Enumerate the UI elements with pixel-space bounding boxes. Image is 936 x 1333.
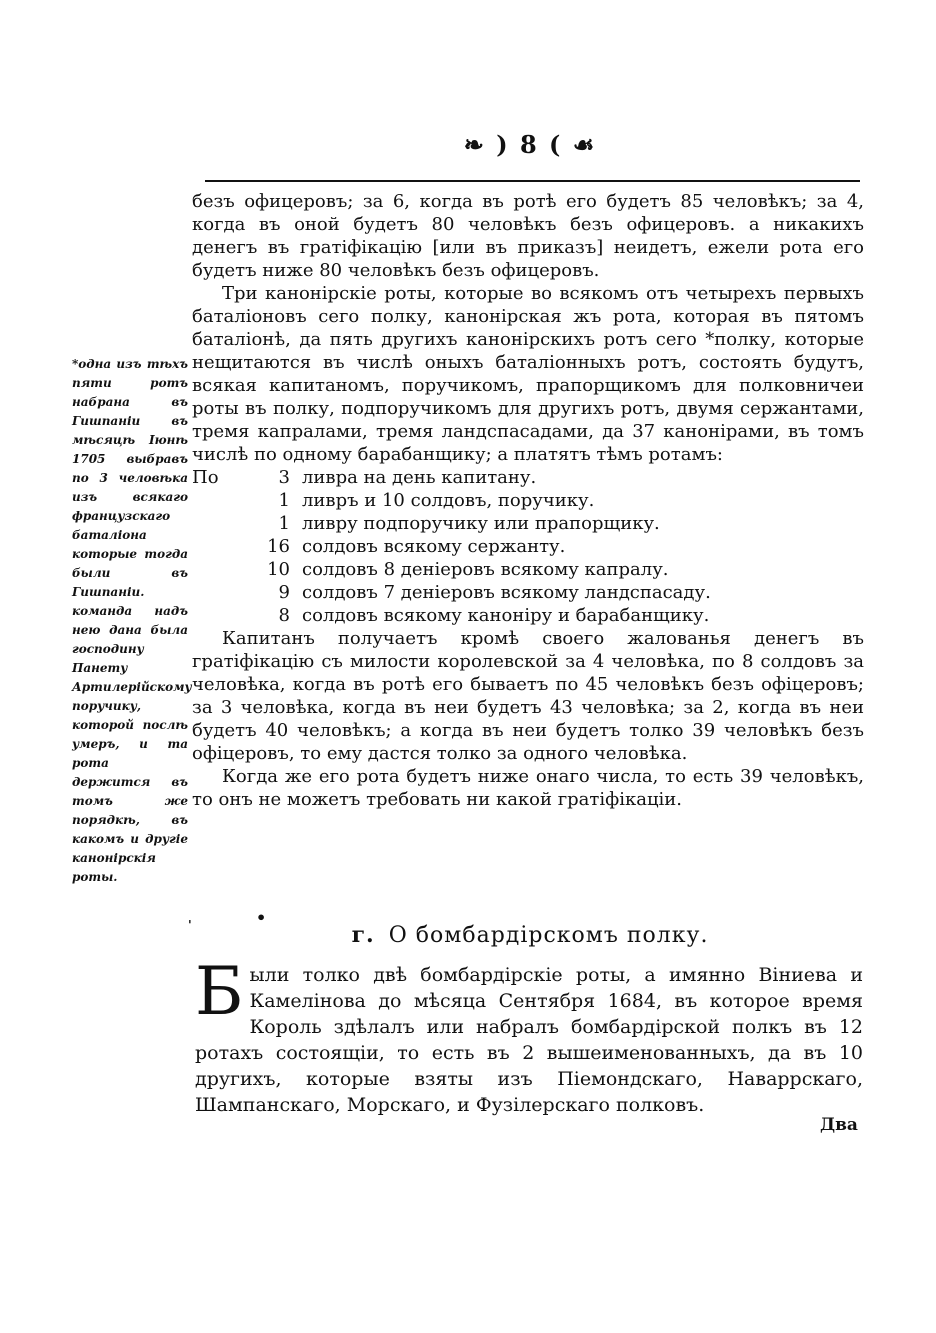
section-number: г. — [351, 922, 375, 948]
paragraph-3: Капитанъ получаетъ кромѣ своего жалованья денегъ въ гратіфікацію съ милости королевской за 4 человѣка, по 8 солдовъ за человѣка, когда въ ротѣ его бываетъ по 45 человѣкъ безъ офіцеровъ; за 3 человѣка, когда въ неи будетъ 43 человѣка; за 2, когда въ неи будетъ 40 человѣкъ; а когда въ неи будетъ толко 39 человѣкъ безъ офіцеровъ, то ему дастся толко за одного человѣка. — [192, 628, 864, 764]
pay-item: 16 солдовъ всякому сержанту. — [267, 536, 566, 557]
pay-item: 3 ливра на день капитану. — [278, 467, 537, 488]
pay-item: 1 ливру подпоручику или прапорщику. — [278, 513, 660, 534]
header-rule — [205, 180, 860, 182]
section-heading — [200, 922, 860, 948]
pay-item: 10 солдовъ 8 деніеровъ всякому капралу. — [267, 559, 669, 580]
section-text: ыли толко двѣ бомбардірскіе роты, а имянно Віниева и Камелінова до мѣсяца Сентября 1684, въ которое время Король здѣлалъ или набралъ бомбардірской полкъ въ 12 ротахъ состоящіи, то есть въ 2 вышеименованныхъ, да въ 10 другихъ, которые взяты изъ Піемондскаго, Наваррскаго, Шампанскаго, Морскаго, и Фузілерскаго полковъ. — [195, 964, 863, 1116]
margin-mark: • — [256, 908, 267, 927]
section-title: О бомбардірскомъ полку. — [388, 923, 709, 948]
main-text — [192, 190, 864, 811]
paragraph-2: Три канонірскіе роты, которые во всякомъ отъ четырехъ первыхъ баталіоновъ сего полку, канонірская жъ рота, которая въ пятомъ баталіонѣ, да пять другихъ канонірскихъ ротъ сего *полку, которые нещитаются въ числѣ оныхъ баталіонныхъ ротъ, состоять будутъ, всякая капитаномъ, поручикомъ, прапорщикомъ для полковничеи роты въ полку, подпоручикомъ для другихъ ротъ, двумя сержантами, тремя капралами, тремя ландспасадами, да 37 канонірами, въ томъ числѣ по одному барабанщику; а платятъ тѣмъ ротамъ: — [192, 283, 864, 465]
section-text-block — [195, 953, 863, 1118]
paragraph-1: безъ офицеровъ; за 6, когда въ ротѣ его будетъ 85 человѣкъ; за 4, когда въ оной будетъ 80 человѣкъ безъ офицеровъ. а никакихъ денегъ въ гратіфікацію [или въ приказъ] неидетъ, ежели рота его будетъ ниже 80 человѣкъ безъ офицеровъ. — [192, 191, 864, 281]
pay-item: 9 солдовъ 7 деніеровъ всякому ландспасаду. — [278, 582, 711, 603]
margin-mark: ' — [188, 918, 192, 932]
margin-note: *одна изъ тѣхъ пяти ротъ набрана въ Гишпаніи въ мѣсяцѣ Іюнѣ 1705 выбравъ по 3 человѣка изъ всякаго французскаго баталіона которые тогда были въ Гишпаніи. команда надъ нею дана была господину Панету Артилерійскому поручику, которой послѣ умеръ, и та рота держится въ томъ же порядкѣ, въ какомъ и другіе канонірскія роты. — [72, 357, 192, 884]
pay-lead: По — [192, 467, 219, 488]
pay-item: 1 ливръ и 10 солдовъ, поручику. — [278, 490, 595, 511]
paragraph-4: Когда же его рота будетъ ниже онаго числа, то есть 39 человѣкъ, то онъ не можетъ требовать ни какой гратіфікаціи. — [192, 766, 864, 810]
page-header: ❧ ) 8 ( ☙ — [463, 130, 597, 159]
drop-cap: Б — [195, 953, 244, 1030]
pay-item: 8 солдовъ всякому каноніру и барабанщику. — [278, 605, 710, 626]
pay-list — [240, 466, 864, 627]
catchword: Два — [820, 1115, 858, 1135]
pay-schedule — [192, 466, 864, 627]
